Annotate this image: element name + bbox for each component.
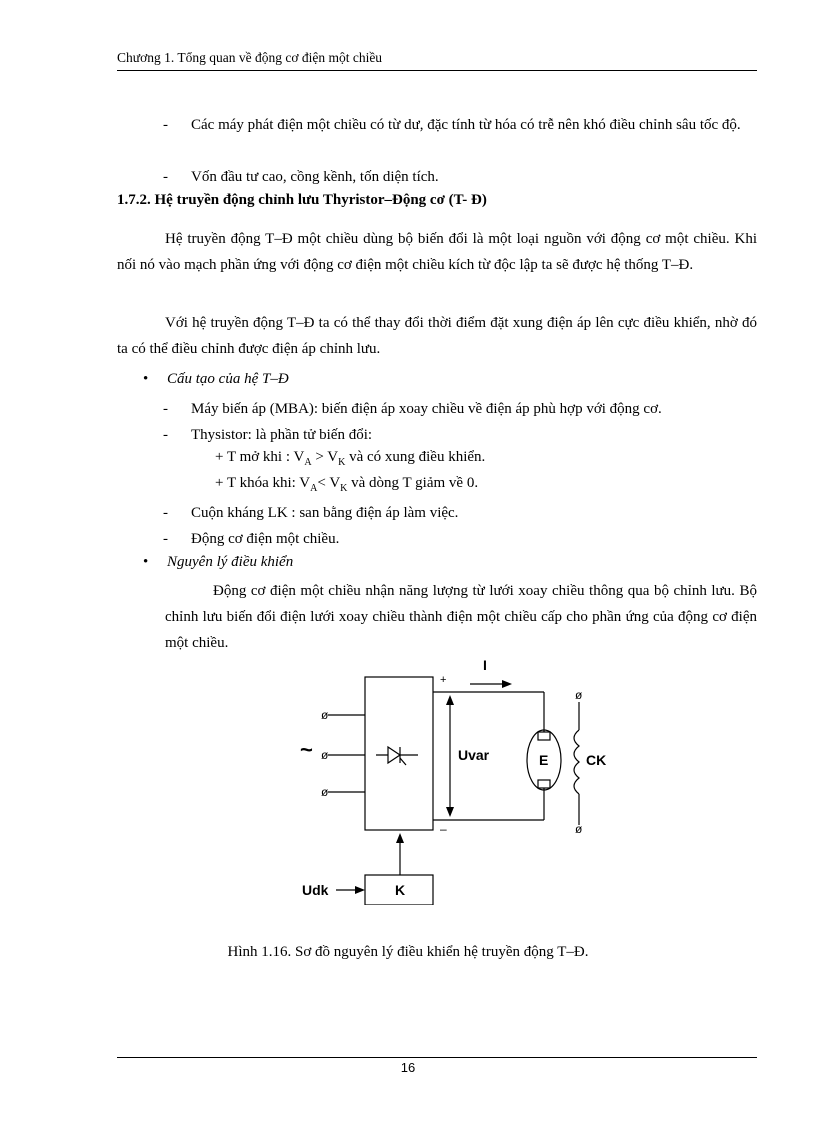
bullet-dot: • [143, 554, 149, 570]
bullet-dot: • [143, 371, 149, 387]
terminal-label: ø [321, 785, 329, 799]
paragraph: Hệ truyền động T–Đ một chiều dùng bộ biến đổi là một loại nguồn với động cơ một chiều. Khi nối nó vào mạch phần ứng với động cơ điện một chiều kích từ độc lập ta sẽ được hệ thống T–Đ. [117, 231, 757, 273]
condition-off: + T khóa khi: $V_A< V_K$ và dòng T giảm về 0. [215, 475, 479, 494]
paragraph: Với hệ truyền động T–Đ ta có thể thay đổi thời điểm đặt xung điện áp lên cực điều khiển, nhờ đó ta có thể điều chỉnh được điện áp chỉnh lưu. [117, 315, 757, 357]
uvar-label: Uvar [458, 747, 490, 763]
rectifier-block [365, 677, 433, 830]
list-item: - Cuộn kháng LK : san bằng điện áp làm việc. [163, 505, 459, 521]
terminal-label: ø [321, 708, 329, 722]
terminal-label: ø [575, 688, 583, 702]
terminal-label: ø [321, 748, 329, 762]
paragraph: Động cơ điện một chiều nhận năng lượng từ lưới xoay chiều thông qua bộ chỉnh lưu. Bộ chỉnh lưu biến đổi điện lưới xoay chiều thành điện một chiều cấp cho phần ứng của động cơ điện một chiều. [165, 583, 757, 651]
current-label: I [483, 657, 487, 673]
list-item: - Các máy phát điện một chiều có từ dư, đặc tính từ hóa có trễ nên khó điều chỉnh sâu tốc độ. [163, 112, 758, 138]
page-header: Chương 1. Tổng quan về động cơ điện một chiều [117, 50, 757, 71]
terminal-label: ø [575, 822, 583, 836]
bullet-structure: • Cấu tạo của hệ T–Đ [143, 371, 289, 387]
page-number: 16 [400, 1060, 416, 1075]
list-item: - Thysistor: là phần tử biến đổi: [163, 427, 373, 443]
condition-on: + T mở khi : $V_A > V_K$ và có xung điều khiển. [215, 449, 486, 468]
list-item: - Động cơ điện một chiều. [163, 531, 340, 547]
inductor-symbol [574, 730, 579, 794]
motor-label: E [539, 752, 549, 768]
plus-label: + [440, 674, 447, 686]
udk-label: Udk [302, 882, 329, 898]
section-heading: 1.7.2. Hệ truyền động chỉnh lưu Thyristor–Động cơ (T- Đ) [117, 192, 487, 208]
bullet-principle: • Nguyên lý điều khiển [143, 554, 294, 570]
dash-marker: - [163, 117, 168, 133]
list-item: - Máy biến áp (MBA): biến điện áp xoay chiều về điện áp phù hợp với động cơ. [163, 401, 662, 417]
inductor-label: CK [586, 752, 607, 768]
list-item: - Vốn đầu tư cao, cồng kềnh, tốn diện tích. [163, 164, 758, 190]
footer-divider [117, 1057, 757, 1058]
ac-source-label: ~ [300, 737, 313, 762]
circuit-diagram [290, 655, 620, 905]
dash-marker: - [163, 169, 168, 185]
k-label: K [395, 882, 406, 898]
minus-label: – [440, 822, 447, 836]
figure-caption: Hình 1.16. Sơ đồ nguyên lý điều khiển hệ truyền động T–Đ. [227, 944, 589, 960]
